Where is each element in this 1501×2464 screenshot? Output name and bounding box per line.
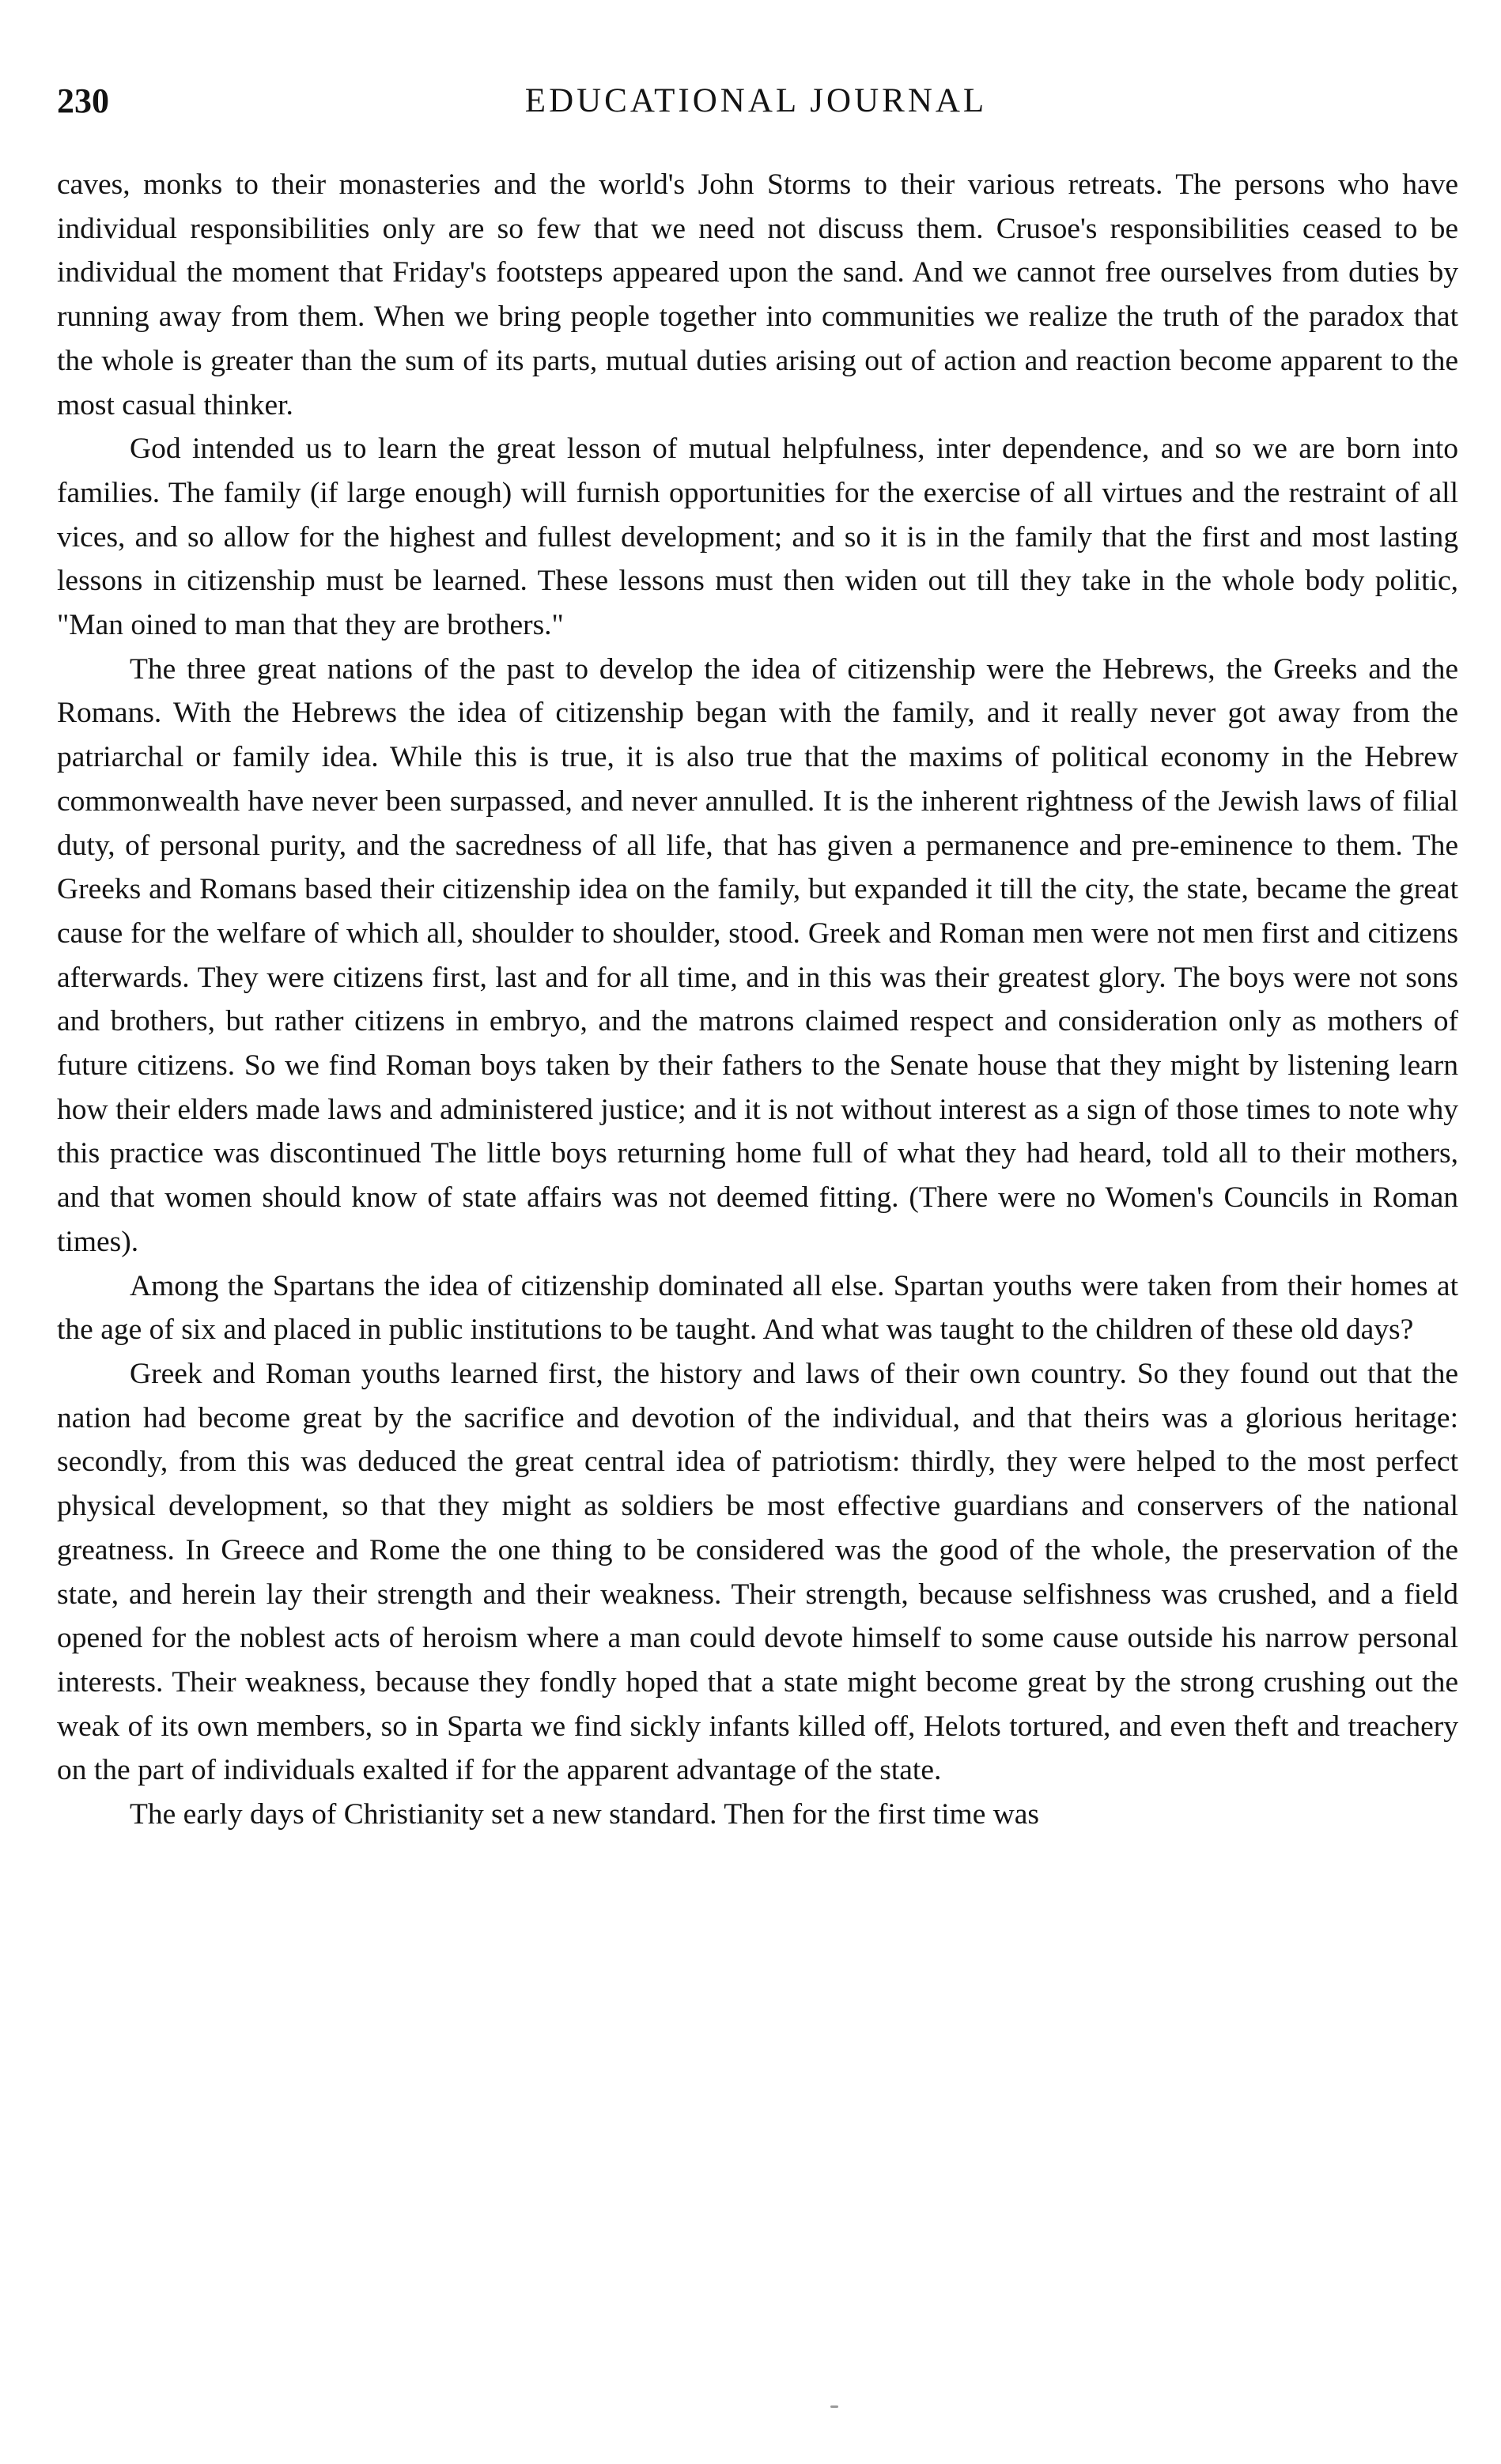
paragraph-4: Among the Spartans the idea of citizenship dominated all else. Spartan youths were taken from their homes at the age of six and placed in public institutions to be taught. And what was taught to the children of these old days? <box>57 1269 1458 1347</box>
paragraph-1: caves, monks to their monasteries and the world's John Storms to their various retreats. The persons who have individual responsibilities only are so few that we need not discuss them. Crusoe's responsibilities ceased to be individual the moment that Friday's footsteps appeared upon the sand. And we cannot free ourselves from duties by running away from them. When we bring people together into communities we realize the truth of the paradox that the whole is greater than the sum of its parts, mutual duties arising out of action and reaction become apparent to the most casual thinker. <box>57 168 1458 421</box>
page-number: 230 <box>57 81 109 120</box>
article-body <box>57 163 1458 1837</box>
paragraph-2: God intended us to learn the great lesson of mutual helpfulness, inter dependence, and so we are born into families. The family (if large enough) will furnish opportunities for the exercise of all virtues and the restraint of all vices, and so allow for the highest and fullest development; and so it is in the family that the first and most lasting lessons in citizenship must be learned. These lessons must then widen out till they take in the whole body politic, "Man oined to man that they are brothers." <box>57 433 1458 642</box>
paragraph-3: The three great nations of the past to develop the idea of citizenship were the Hebrews, the Greeks and the Romans. With the Hebrews the idea of citizenship began with the family, and it really never got away from the patriarchal or family idea. While this is true, it is also true that the maxims of political economy in the Hebrew commonwealth have never been surpassed, and never annulled. It is the inherent rightness of the Jewish laws of filial duty, of personal purity, and the sacredness of all life, that has given a permanence and pre-eminence to them. The Greeks and Romans based their citizenship idea on the family, but expanded it till the city, the state, became the great cause for the welfare of which all, shoulder to shoulder, stood. Greek and Roman men were not men first and citizens afterwards. They were citizens first, last and for all time, and in this was their greatest glory. The boys were not sons and brothers, but rather citizens in embryo, and the matrons claimed respect and consideration only as mothers of future citizens. So we find Roman boys taken by their fathers to the Senate house that they might by listening learn how their elders made laws and administered justice; and it is not without interest as a sign of those times to note why this practice was discontinued The little boys returning home full of what they had heard, told all to their mothers, and that women should know of state affairs was not deemed fitting. (There were no Women's Councils in Roman times). <box>57 652 1458 1258</box>
running-title: EDUCATIONAL JOURNAL <box>524 82 988 119</box>
page-header <box>57 77 1455 125</box>
paragraph-5: Greek and Roman youths learned first, the history and laws of their own country. So they found out that the nation had become great by the sacrifice and devotion of the individual, and that theirs was a glorious heritage: secondly, from this was deduced the great central idea of patriotism: thirdly, they were helped to the most perfect physical development, so that they might as soldiers be most effective guardians and conservers of the national greatness. In Greece and Rome the one thing to be considered was the good of the whole, the preservation of the state, and herein lay their strength and their weakness. Their strength, because selfishness was crushed, and a field opened for the noblest acts of heroism where a man could devote himself to some cause outside his narrow personal interests. Their weakness, because they fondly hoped that a state might become great by the strong crushing out the weak of its own members, so in Sparta we find sickly infants killed off, Helots tortured, and even theft and treachery on the part of individuals exalted if for the apparent advantage of the state. <box>57 1357 1458 1787</box>
paragraph-6: The early days of Christianity set a new standard. Then for the first time was <box>130 1798 1040 1831</box>
print-speck <box>830 2405 838 2408</box>
